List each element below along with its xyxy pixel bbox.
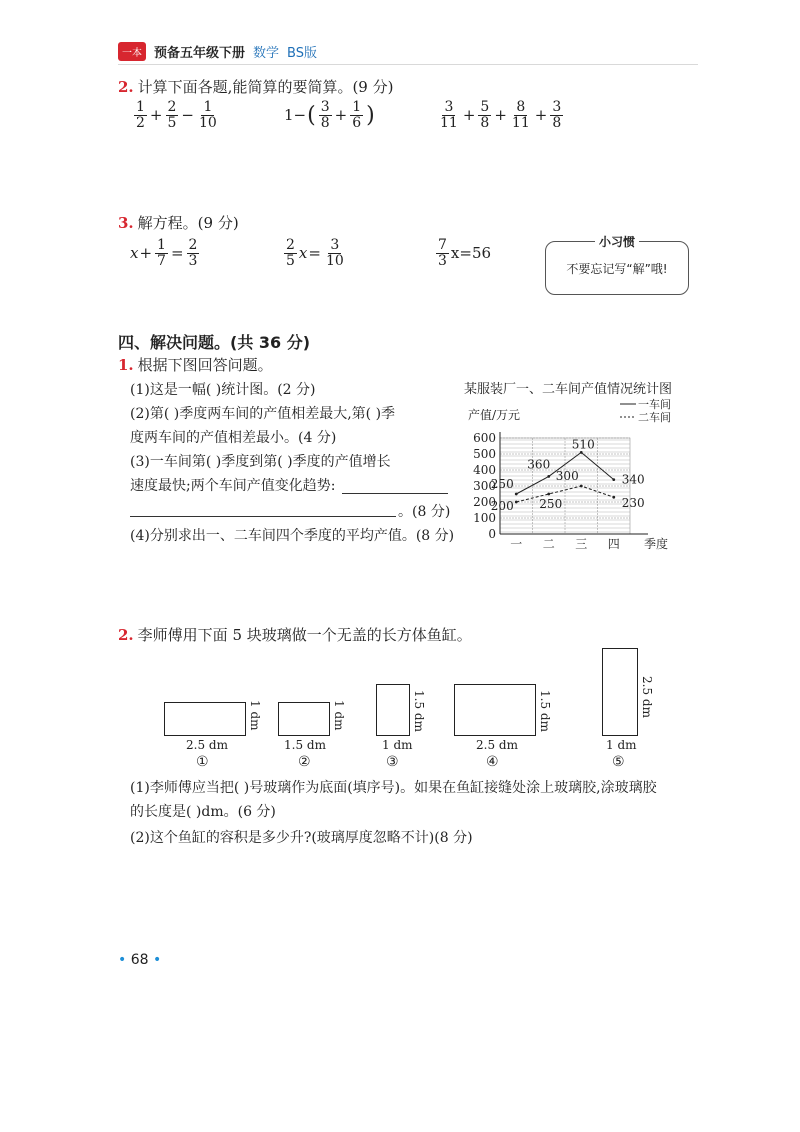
p1-title [118, 354, 273, 375]
book-series: 预备五年级下册 [154, 45, 246, 61]
q2-expr2: 1− ( $\frac{3}{8}$ + $\frac{1}{6}$ ) [284, 99, 375, 131]
q2-number: 2. [118, 78, 134, 96]
p1-line6: 。(8 分) [398, 504, 451, 520]
p1-line2: (2)第( )季度两车间的产值相差最大,第( )季 [130, 406, 396, 422]
data-point [547, 493, 550, 496]
glass-3-height: 1.5 dm [412, 690, 426, 732]
q3-eq3: $\frac{7}{3}$ x=56 [438, 237, 492, 269]
p2-line2: 的长度是( )dm。(6 分) [130, 804, 276, 820]
legend-label: 二车间 [638, 411, 671, 424]
data-point [612, 478, 615, 481]
p1-line7: (4)分别求出一、二车间四个季度的平均产值。(8 分) [130, 528, 455, 544]
glass-2-height: 1 dm [332, 700, 346, 731]
glass-1-width: 2.5 dm [186, 738, 228, 752]
data-label: 510 [571, 437, 595, 452]
y-tick-label: 300 [473, 479, 496, 493]
glass-2-width: 1.5 dm [284, 738, 326, 752]
habit-text: 不要忘记写“解”哦! [566, 262, 668, 276]
q3-eq2: $\frac{2}{5}$ x = $\frac{3}{10}$ [286, 237, 344, 269]
data-label: 250 [539, 497, 563, 511]
q2-expr1: $\frac{1}{2}$ + $\frac{2}{5}$ − $\frac{1}{10}$ [136, 99, 217, 131]
y-tick-label: 600 [473, 431, 496, 445]
chart-ylabel: 产值/万元 [468, 408, 521, 422]
section4-title: 四、解决问题。(共 36 分) [118, 333, 311, 352]
glass-4-height: 1.5 dm [538, 690, 552, 732]
q2-title [118, 76, 393, 97]
y-tick-label: 200 [473, 495, 496, 509]
x-tick-label: 四 [607, 537, 620, 551]
header-divider [118, 64, 698, 65]
chart-title: 某服装厂一、二车间产值情况统计图 [464, 382, 673, 397]
data-label: 360 [527, 457, 551, 472]
data-point [547, 475, 550, 478]
glass-4 [454, 684, 536, 736]
p1-line3: 度两车间的产值相差最小。(4 分) [130, 430, 337, 446]
q3-title [118, 212, 239, 233]
x-tick-label: 三 [575, 537, 588, 551]
q2-title-text: 计算下面各题,能简算的要简算。(9 分) [137, 78, 394, 96]
glass-5-number: ⑤ [612, 754, 625, 770]
glass-4-number: ④ [486, 754, 499, 770]
glass-5-width: 1 dm [606, 738, 637, 752]
data-point [515, 501, 518, 504]
glass-4-width: 2.5 dm [476, 738, 518, 752]
data-label: 200 [490, 499, 514, 513]
page-number: • 68 • [118, 952, 162, 968]
data-label: 230 [621, 496, 645, 511]
data-label: 340 [621, 472, 645, 487]
data-point [612, 496, 615, 499]
glass-3-width: 1 dm [382, 738, 413, 752]
glass-1-number: ① [196, 754, 209, 770]
page-header [118, 40, 317, 62]
glass-5-height: 2.5 dm [640, 676, 654, 718]
glass-2 [278, 702, 330, 736]
edition-label: BS版 [287, 45, 317, 61]
glass-1-height: 1 dm [248, 700, 262, 731]
q3-eq1: x + $\frac{1}{7}$ = $\frac{2}{3}$ [130, 237, 198, 269]
glass-1 [164, 702, 246, 736]
data-label: 300 [555, 469, 579, 483]
habit-tip-box [545, 235, 689, 295]
p1-line4: (3)一车间第( )季度到第( )季度的产值增长 [130, 454, 391, 470]
data-point [580, 485, 583, 488]
y-tick-label: 0 [488, 527, 496, 541]
q3-number: 3. [118, 214, 134, 232]
glass-2-number: ② [298, 754, 311, 770]
y-tick-label: 100 [473, 511, 496, 525]
line-chart [460, 394, 700, 554]
p2-line1: (1)李师傅应当把( )号玻璃作为底面(填序号)。如果在鱼缸接缝处涂上玻璃胶,涂玻璃胶 [130, 780, 657, 796]
subject-label: 数学 [253, 45, 280, 61]
data-label: 250 [490, 477, 514, 491]
p1-answer-line1[interactable] [342, 493, 448, 494]
q3-title-text: 解方程。(9 分) [137, 214, 239, 232]
p2-line3: (2)这个鱼缸的容积是多少升?(玻璃厚度忽略不计)(8 分) [130, 830, 473, 846]
q2-expr3: $\frac{3}{11}$ + $\frac{5}{8}$ + $\frac{8}{11}$ + $\frac{3}{8}$ [440, 99, 562, 131]
x-tick-label: 一 [510, 537, 523, 551]
publisher-logo: 一本 [118, 42, 146, 61]
p1-answer-line2[interactable] [130, 516, 396, 517]
data-point [515, 493, 518, 496]
p1-number: 1. [118, 356, 134, 374]
glass-5 [602, 648, 638, 736]
legend-label: 一车间 [638, 398, 671, 411]
p2-title-text: 李师傅用下面 5 块玻璃做一个无盖的长方体鱼缸。 [137, 626, 472, 644]
glass-3-number: ③ [386, 754, 399, 770]
p1-line5: 速度最快;两个车间产值变化趋势: [130, 478, 336, 494]
p2-title [118, 624, 472, 645]
x-axis-label: 季度 [644, 537, 669, 551]
data-point [580, 451, 583, 454]
y-tick-label: 500 [473, 447, 496, 461]
p1-title-text: 根据下图回答问题。 [137, 356, 273, 374]
glass-3 [376, 684, 410, 736]
y-tick-label: 400 [473, 463, 496, 477]
p2-number: 2. [118, 626, 134, 644]
p1-line1: (1)这是一幅( )统计图。(2 分) [130, 382, 316, 398]
x-tick-label: 二 [542, 537, 555, 551]
habit-title: 小习惯 [595, 235, 639, 249]
